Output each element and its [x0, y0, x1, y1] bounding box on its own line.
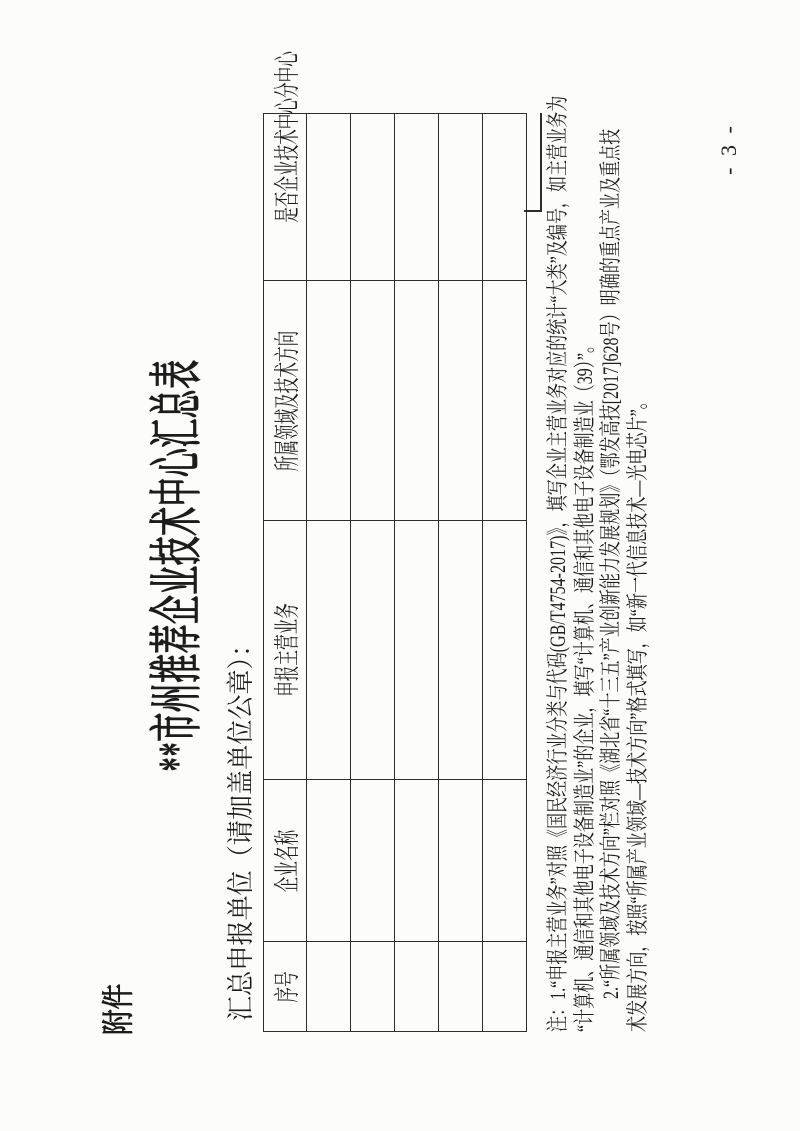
table-row [439, 114, 483, 1032]
summary-table [263, 51, 527, 1032]
table-cell [483, 281, 527, 521]
table-cell [439, 942, 483, 1032]
table-cell [351, 942, 395, 1032]
table-cell [395, 521, 439, 780]
page-number: - 3 - [716, 123, 741, 175]
table-cell [395, 942, 439, 1032]
table-cell [351, 780, 395, 942]
table-cell [351, 114, 395, 281]
note-line-1: 注：1.“申报主营业务”对照《国民经济行业分类与代码(GB/T4754-2017)》，填写企业主营业务对应的统计“大类”及编号，如主营业务为 [545, 95, 570, 1032]
table-cell [483, 780, 527, 942]
table-cell [395, 114, 439, 281]
note-line-2: “计算机、通信和其他电子设备制造业”的企业，填写“计算机、通信和其他电子设备制造业（39）”。 [571, 336, 597, 1032]
table-row [351, 114, 395, 1032]
table-cell [307, 780, 351, 942]
table-cell [439, 521, 483, 780]
table-cell [307, 281, 351, 521]
table-cell [351, 521, 395, 780]
table-cell [483, 114, 527, 281]
note-line-4: 术发展方向，按照“所属产业领域—技术方向”格式填写，如“新一代信息技术—光电芯片”。 [624, 393, 650, 1032]
table-cell [307, 942, 351, 1032]
table-cell [439, 114, 483, 281]
summary-unit-line [227, 603, 257, 1022]
table-cell [351, 281, 395, 521]
note-line-3: 2.“所属领域及技术方向”栏对照《湖北省“十三五”产业创新能力发展规划》（鄂发高技[2017]628号）明确的重点产业及重点技 [598, 128, 623, 999]
scan-artifact-line-vertical [524, 210, 542, 212]
column-header-serial-number: 序号 [264, 942, 307, 1032]
table-cell [307, 521, 351, 780]
column-header-main-business: 申报主营业务 [264, 521, 307, 780]
column-header-is-tech-center-branch: 是否企业技术中心分中心 [264, 114, 307, 281]
table-cell [439, 281, 483, 521]
table-row [483, 114, 527, 1032]
page-title-text: **市州推荐企业技术中心汇总表 [148, 359, 207, 772]
attachment-label-text: 附件 [100, 983, 136, 1035]
table-row [307, 114, 351, 1032]
table-cell [483, 521, 527, 780]
column-header-field-and-tech-direction: 所属领域及技术方向 [264, 281, 307, 521]
table-cell [483, 942, 527, 1032]
table-cell [439, 780, 483, 942]
attachment-label [102, 971, 134, 1035]
column-header-company-name: 企业名称 [264, 780, 307, 942]
table-cell [307, 114, 351, 281]
table-row [395, 114, 439, 1032]
notes [545, 52, 651, 1032]
table-header-row [264, 114, 307, 1032]
summary-unit-line-text: 汇总申报单位（请加盖单位公章）： [226, 631, 256, 1021]
table-cell [395, 780, 439, 942]
page-title [150, 0, 205, 1131]
scan-artifact-line-horizontal [540, 113, 542, 210]
table-cell [395, 281, 439, 521]
